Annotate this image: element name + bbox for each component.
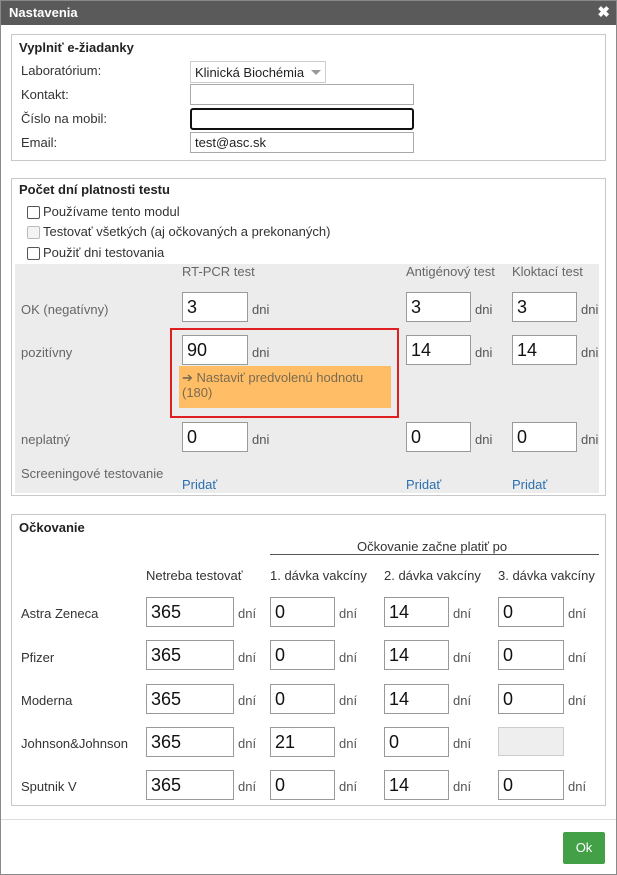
- netreba-input[interactable]: [146, 770, 234, 800]
- vsetkych-checkbox[interactable]: [27, 226, 40, 239]
- col-d2: 2. dávka vakcíny: [384, 568, 481, 583]
- mobil-input[interactable]: [190, 108, 414, 130]
- col-antigen: Antigénový test: [406, 264, 495, 279]
- pridat-rtpcr-link[interactable]: Pridať: [182, 477, 218, 492]
- unit: dní: [453, 650, 472, 665]
- vaccine-name: Astra Zeneca: [21, 606, 99, 621]
- col-netreba: Netreba testovať: [146, 568, 243, 583]
- set-default-button[interactable]: ➔ Nastaviť predvolenú hodnotu (180): [179, 366, 391, 408]
- row-pozitivny-label: pozitívny: [21, 345, 73, 360]
- netreba-input[interactable]: [146, 727, 234, 757]
- unit: dní: [339, 736, 358, 751]
- vsetkych-checkbox-label: Testovať všetkých (aj očkovaných a prekonaných): [43, 224, 331, 239]
- laboratorium-select[interactable]: [190, 61, 326, 83]
- neplatny-antigen-input[interactable]: [406, 422, 471, 452]
- titlebar: [1, 1, 616, 25]
- unit: dní: [339, 693, 358, 708]
- d1-input[interactable]: [270, 597, 335, 627]
- unit: dní: [568, 606, 587, 621]
- dni-testovania-checkbox[interactable]: [27, 247, 40, 260]
- laboratorium-label: Laboratórium:: [21, 63, 102, 78]
- pozitivny-antigen-input[interactable]: [406, 335, 471, 365]
- laboratorium-value: Klinická Biochémia: [195, 65, 305, 80]
- unit: dni: [475, 432, 493, 447]
- unit: dni: [581, 302, 599, 317]
- row-screening-label: Screeningové testovanie: [21, 466, 164, 481]
- ok-button[interactable]: Ok: [563, 832, 605, 864]
- mobil-label: Číslo na mobil:: [21, 111, 107, 126]
- unit: dní: [238, 606, 257, 621]
- ockovanie-legend: Očkovanie: [19, 520, 85, 535]
- unit: dni: [475, 302, 493, 317]
- netreba-input[interactable]: [146, 684, 234, 714]
- unit: dní: [453, 779, 472, 794]
- footer-divider: [1, 819, 616, 820]
- unit: dní: [568, 779, 587, 794]
- unit: dní: [339, 606, 358, 621]
- d3-input[interactable]: [498, 684, 564, 714]
- d1-input[interactable]: [270, 640, 335, 670]
- d3-input[interactable]: [498, 640, 564, 670]
- unit: dní: [238, 693, 257, 708]
- unit: dni: [475, 345, 493, 360]
- group-divider: [270, 554, 599, 555]
- row-ok-label: OK (negatívny): [21, 302, 109, 317]
- vaccine-name: Sputnik V: [21, 779, 77, 794]
- dialog-title: Nastavenia: [9, 5, 78, 20]
- d2-input[interactable]: [384, 640, 449, 670]
- neplatny-kloktaci-input[interactable]: [512, 422, 577, 452]
- close-icon[interactable]: ✖: [597, 4, 610, 21]
- col-d1: 1. dávka vakcíny: [270, 568, 367, 583]
- d3-input[interactable]: [498, 770, 564, 800]
- col-rtpcr: RT-PCR test: [182, 264, 255, 279]
- col-kloktaci: Kloktací test: [512, 264, 583, 279]
- ockovanie-group-header: Očkovanie začne platiť po: [357, 539, 508, 554]
- col-d3: 3. dávka vakcíny: [498, 568, 595, 583]
- d2-input[interactable]: [384, 684, 449, 714]
- d1-input[interactable]: [270, 727, 335, 757]
- unit: dní: [339, 779, 358, 794]
- unit: dní: [339, 650, 358, 665]
- ok-kloktaci-input[interactable]: [512, 292, 577, 322]
- unit: dní: [238, 779, 257, 794]
- kontakt-label: Kontakt:: [21, 87, 69, 102]
- unit: dni: [581, 432, 599, 447]
- ok-rtpcr-input[interactable]: [182, 292, 248, 322]
- d1-input[interactable]: [270, 770, 335, 800]
- d2-input[interactable]: [384, 597, 449, 627]
- unit: dni: [252, 302, 270, 317]
- unit: dní: [568, 693, 587, 708]
- d1-input[interactable]: [270, 684, 335, 714]
- platnost-legend: Počet dní platnosti testu: [19, 182, 170, 197]
- d3-input-disabled: [498, 727, 564, 756]
- kontakt-input[interactable]: [190, 84, 414, 105]
- unit: dní: [453, 736, 472, 751]
- unit: dni: [581, 345, 599, 360]
- pozitivny-rtpcr-input[interactable]: [182, 335, 248, 365]
- row-neplatny-label: neplatný: [21, 432, 71, 447]
- unit: dní: [238, 736, 257, 751]
- vaccine-name: Johnson&Johnson: [21, 736, 128, 751]
- unit: dní: [453, 693, 472, 708]
- unit: dní: [238, 650, 257, 665]
- vaccine-name: Pfizer: [21, 650, 55, 665]
- neplatny-rtpcr-input[interactable]: [182, 422, 248, 452]
- d2-input[interactable]: [384, 727, 449, 757]
- chevron-down-icon: [311, 70, 321, 75]
- vaccine-name: Moderna: [21, 693, 73, 708]
- d3-input[interactable]: [498, 597, 564, 627]
- modul-checkbox-label: Používame tento modul: [43, 204, 180, 219]
- email-input[interactable]: [190, 132, 414, 153]
- netreba-input[interactable]: [146, 640, 234, 670]
- dni-testovania-checkbox-label: Použiť dni testovania: [43, 245, 165, 260]
- unit: dní: [568, 650, 587, 665]
- ok-antigen-input[interactable]: [406, 292, 471, 322]
- unit: dni: [252, 432, 270, 447]
- pridat-kloktaci-link[interactable]: Pridať: [512, 477, 548, 492]
- modul-checkbox[interactable]: [27, 206, 40, 219]
- pridat-antigen-link[interactable]: Pridať: [406, 477, 442, 492]
- email-label: Email:: [21, 135, 58, 150]
- unit: dni: [252, 345, 270, 360]
- eziadanka-legend: Vyplniť e-žiadanky: [19, 40, 134, 55]
- unit: dní: [453, 606, 472, 621]
- netreba-input[interactable]: [146, 597, 234, 627]
- d2-input[interactable]: [384, 770, 449, 800]
- pozitivny-kloktaci-input[interactable]: [512, 335, 577, 365]
